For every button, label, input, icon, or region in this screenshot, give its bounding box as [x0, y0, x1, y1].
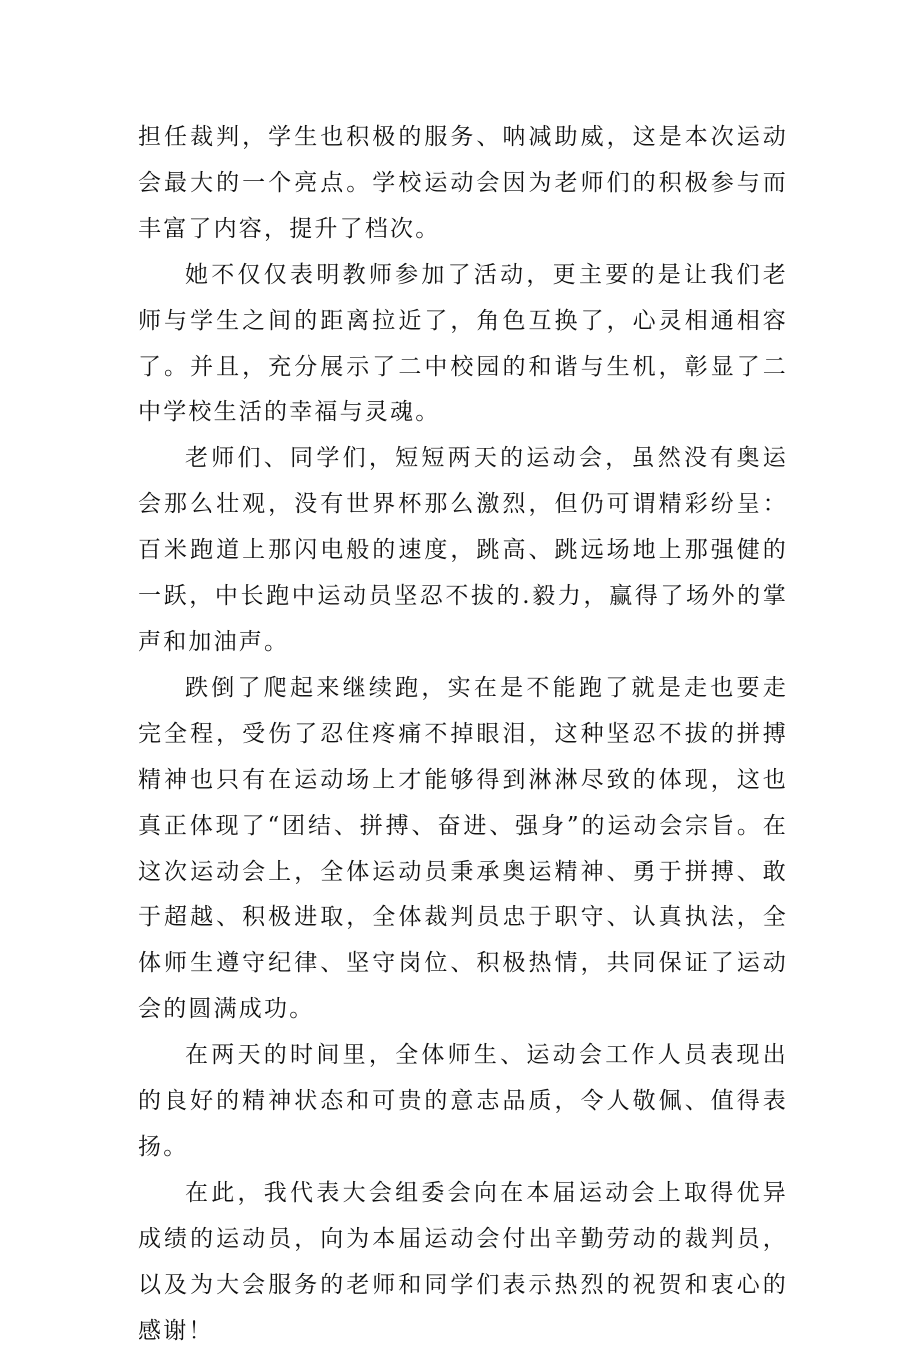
- paragraph-2: 她不仅仅表明教师参加了活动，更主要的是让我们老师与学生之间的距离拉近了，角色互换了，心灵相通相容了。并且，充分展示了二中校园的和谐与生机，彰显了二中学校生活的幸福与灵魂。: [138, 261, 788, 426]
- document-body: [138, 115, 788, 1354]
- paragraph-5: 在两天的时间里，全体师生、运动会工作人员表现出的良好的精神状态和可贵的意志品质，令人敬佩、值得表扬。: [138, 1042, 788, 1160]
- paragraph-6: 在此，我代表大会组委会向在本届运动会上取得优异成绩的运动员，向为本届运动会付出辛勤劳动的裁判员，以及为大会服务的老师和同学们表示热烈的祝贺和衷心的感谢！: [138, 1179, 788, 1344]
- paragraph-4: 跌倒了爬起来继续跑，实在是不能跑了就是走也要走完全程，受伤了忍住疼痛不掉眼泪，这种坚忍不拔的拼搏精神也只有在运动场上才能够得到淋淋尽致的体现，这也真正体现了“团结、拼搏、奋进、强身”的运动会宗旨。在这次运动会上，全体运动员秉承奥运精神、勇于拼搏、敢于超越、积极进取，全体裁判员忠于职守、认真执法，全体师生遵守纪律、坚守岗位、积极热情，共同保证了运动会的圆满成功。: [138, 674, 788, 1023]
- paragraph-3: 老师们、同学们，短短两天的运动会，虽然没有奥运会那么壮观，没有世界杯那么激烈，但仍可谓精彩纷呈：百米跑道上那闪电般的速度，跳高、跳远场地上那强健的一跃，中长跑中运动员坚忍不拔的.毅力，赢得了场外的掌声和加油声。: [138, 445, 788, 655]
- paragraph-1: 担任裁判，学生也积极的服务、呐减助威，这是本次运动会最大的一个亮点。学校运动会因为老师们的积极参与而丰富了内容，提升了档次。: [138, 124, 788, 242]
